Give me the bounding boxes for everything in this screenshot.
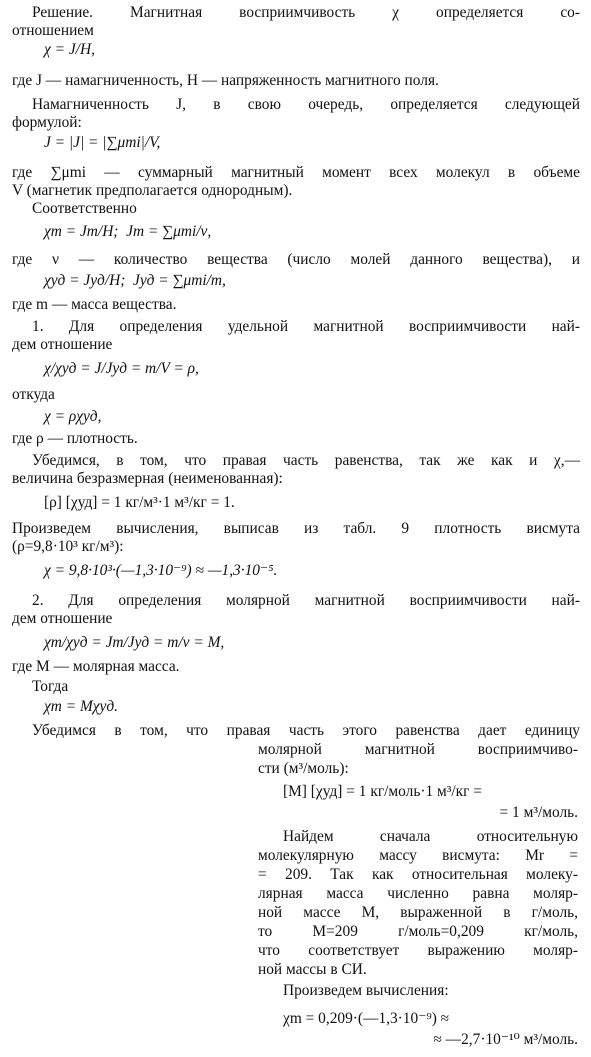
- formula: J = |J| = |∑μmi|/V,: [44, 134, 161, 151]
- text-line: Намагниченность J, в свою очередь, определяется следующей: [32, 96, 580, 113]
- formula: χm = Mχуд.: [44, 698, 118, 715]
- text-line: величина безразмерная (неименованная):: [12, 470, 283, 487]
- text-line: ной массы в СИ.: [258, 961, 367, 978]
- text-line: Найдем сначала относительную: [283, 828, 578, 845]
- formula: χ = 9,8·10³·(—1,3·10⁻⁹) ≈ —1,3·10⁻⁵.: [44, 562, 278, 579]
- text-line: (ρ=9,8·10³ кг/м³):: [12, 538, 124, 555]
- text-line: где M — молярная масса.: [12, 658, 180, 675]
- formula: χ/χуд = J/Jуд = m/V = ρ,: [44, 360, 199, 377]
- text-line: где J — намагниченность, H — напряженность магнитного поля.: [12, 72, 439, 89]
- text-line: 1. Для определения удельной магнитной восприимчивости най-: [32, 318, 580, 335]
- text-line: ной массе M, выраженной в г/моль,: [258, 904, 578, 921]
- text-line: Убедимся в том, что правая часть этого равенства дает единицу: [32, 722, 580, 739]
- text-line: где ∑μmi — суммарный магнитный момент всех молекул в объеме: [12, 164, 580, 181]
- formula: ≈ —2,7·10⁻¹⁰ м³/моль.: [433, 1031, 578, 1048]
- formula: [M] [χуд] = 1 кг/моль·1 м³/кг =: [283, 783, 482, 800]
- text-line: молекулярную массу висмута: Mr =: [258, 847, 578, 864]
- text-line: сти (м³/моль):: [258, 760, 349, 777]
- formula: χуд = Jуд/H; Jуд = ∑μmi/m,: [44, 272, 226, 289]
- text-line: формулой:: [12, 114, 82, 131]
- formula: χm = 0,209·(—1,3·10⁻⁹) ≈: [283, 1010, 450, 1027]
- text-line: = 209. Так как относительная молеку-: [258, 866, 578, 883]
- text-line: Решение. Магнитная восприимчивость χ определяется со-: [32, 4, 580, 21]
- text-line: Соответственно: [32, 200, 137, 217]
- formula: χm/χуд = Jm/Jуд = m/ν = M,: [44, 634, 225, 651]
- formula: = 1 м³/моль.: [499, 804, 578, 821]
- formula: χm = Jm/H; Jm = ∑μmi/ν,: [44, 223, 212, 240]
- text-line: 2. Для определения молярной магнитной восприимчивости най-: [32, 592, 580, 609]
- text-line: Тогда: [32, 678, 69, 695]
- text-line: Произведем вычисления:: [283, 982, 449, 999]
- text-line: откуда: [12, 386, 55, 403]
- text-line: Произведем вычисления, выписав из табл. 9 плотность висмута: [12, 520, 580, 537]
- text-line: отношением: [12, 22, 94, 39]
- text-line: дем отношение: [12, 336, 113, 353]
- formula: χ = J/H,: [44, 41, 95, 58]
- formula: χ = ρχуд,: [44, 408, 102, 425]
- text-line: то M=209 г/моль=0,209 кг/моль,: [258, 923, 578, 940]
- formula: [ρ] [χуд] = 1 кг/м³·1 м³/кг = 1.: [44, 494, 235, 511]
- text-line: где m — масса вещества.: [12, 296, 177, 313]
- text-line: где ν — количество вещества (число молей данного вещества), и: [12, 251, 580, 268]
- text-line: дем отношение: [12, 610, 113, 627]
- text-line: молярной магнитной восприимчиво-: [258, 741, 578, 758]
- text-line: V (магнетик предполагается однородным).: [12, 182, 293, 199]
- text-line: лярная масса численно равна моляр-: [258, 885, 578, 902]
- text-line: где ρ — плотность.: [12, 430, 138, 447]
- text-line: что соответствует выражению моляр-: [258, 942, 578, 959]
- text-line: Убедимся, в том, что правая часть равенства, так же как и χ,—: [32, 452, 580, 469]
